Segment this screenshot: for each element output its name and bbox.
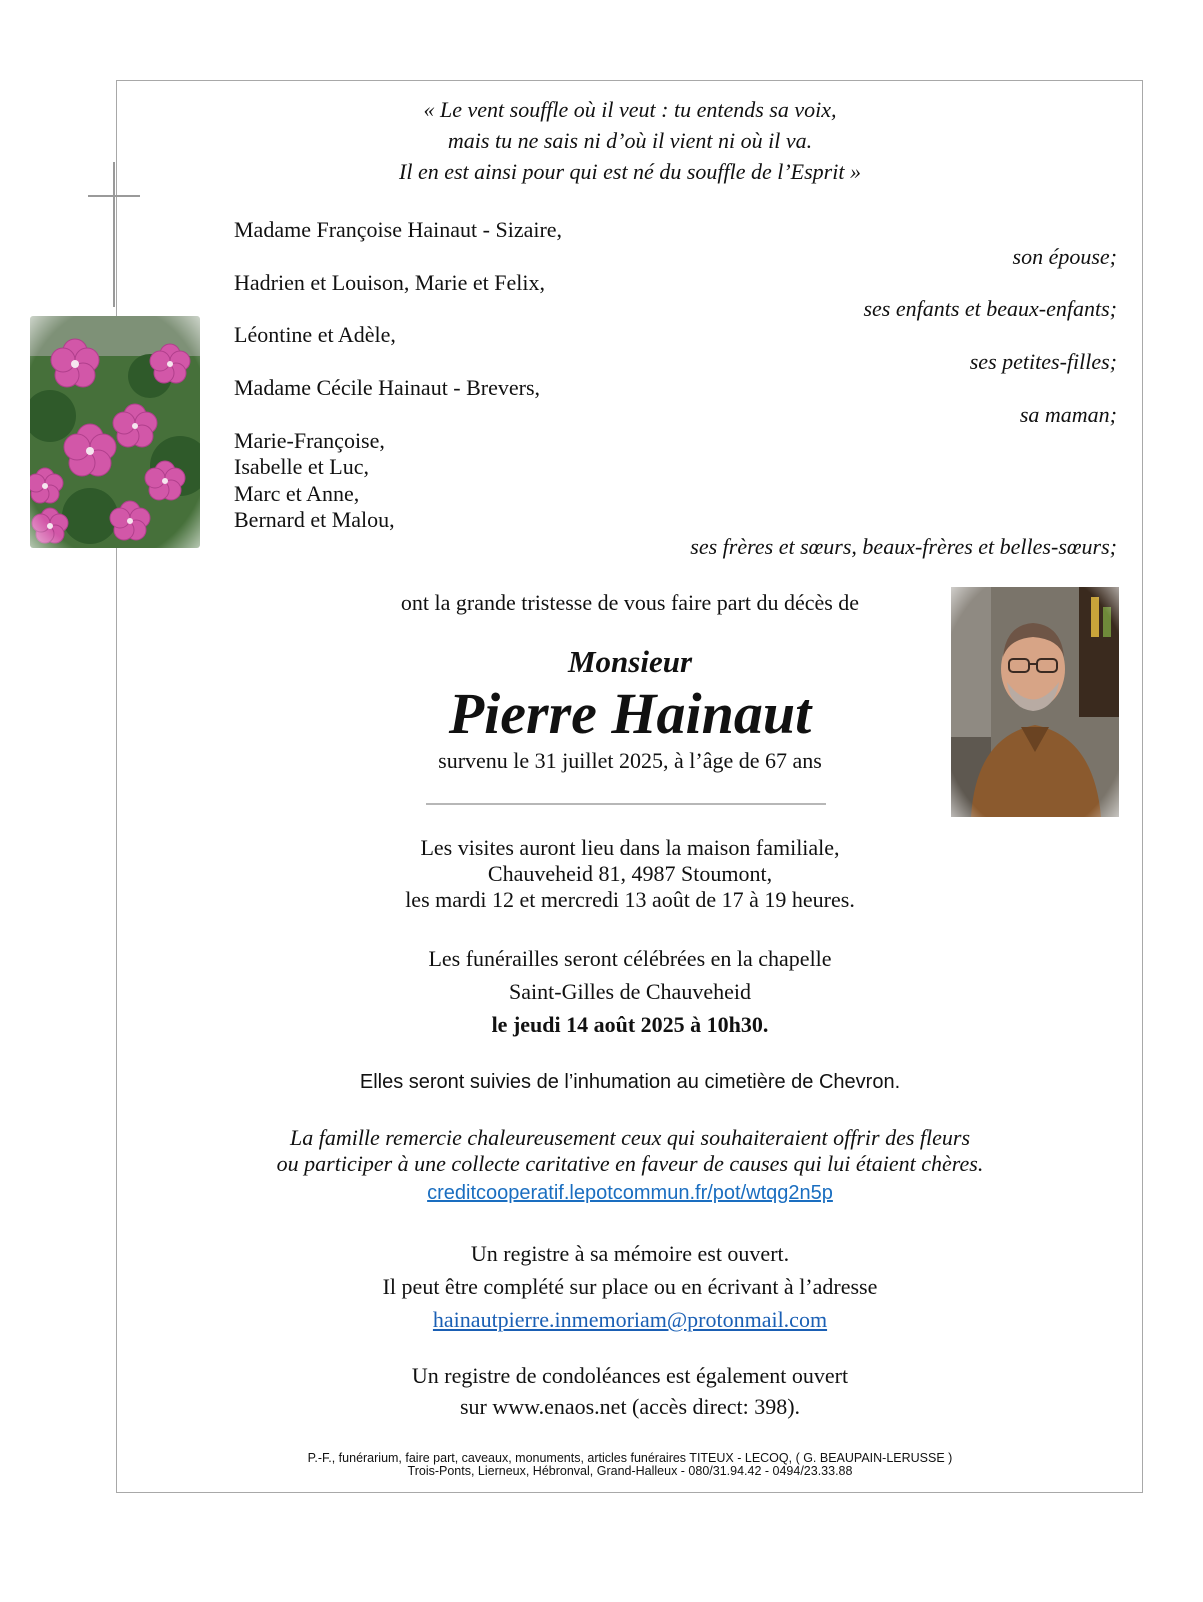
- thanks-line: ou participer à une collecte caritative en faveur de causes qui lui étaient chères.: [276, 1151, 984, 1176]
- registry-info: [180, 1237, 1080, 1336]
- visits-line: Chauveheid 81, 4987 Stoumont,: [487, 861, 773, 886]
- family-relation: sa maman;: [1019, 402, 1117, 427]
- funeral-date: le jeudi 14 août 2025 à 10h30.: [491, 1012, 769, 1037]
- footer-line: P.-F., funérarium, faire part, caveaux, monuments, articles funéraires TITEUX - LECOQ, ( G. BEAUPAIN-LERUSSE ): [307, 1451, 953, 1465]
- thanks-text: [180, 1125, 1080, 1177]
- condolences-line: sur www.enaos.net (accès direct: 398).: [459, 1394, 801, 1419]
- family-name: Hadrien et Louison, Marie et Felix,: [234, 270, 545, 295]
- scripture-quote: [300, 94, 960, 187]
- family-name: Bernard et Malou,: [234, 507, 395, 532]
- family-name: Marc et Anne,: [234, 481, 360, 506]
- family-name: Léontine et Adèle,: [234, 322, 396, 347]
- family-name: Isabelle et Luc,: [234, 454, 369, 479]
- funeral-info: [180, 942, 1080, 1041]
- condolences-info: [180, 1360, 1080, 1422]
- burial-info: Elles seront suivies de l’inhumation au cimetière de Chevron.: [359, 1071, 901, 1093]
- family-relation: ses frères et sœurs, beaux-frères et belles-sœurs;: [690, 534, 1117, 559]
- condolences-line: Un registre de condoléances est également ouvert: [411, 1363, 849, 1388]
- divider: [426, 803, 826, 805]
- family-name: Madame Françoise Hainaut - Sizaire,: [234, 217, 563, 242]
- deceased-title: Monsieur: [567, 644, 693, 679]
- registry-line: Un registre à sa mémoire est ouvert.: [470, 1241, 790, 1266]
- thanks-line: La famille remercie chaleureusement ceux qui souhaiteraient offrir des fleurs: [289, 1125, 971, 1150]
- quote-line: « Le vent souffle où il veut : tu entends sa voix,: [423, 97, 837, 122]
- flowers-photo: [30, 316, 200, 548]
- family-name: Madame Cécile Hainaut - Brevers,: [234, 375, 541, 400]
- registry-email-link[interactable]: hainautpierre.inmemoriam@protonmail.com: [432, 1307, 828, 1332]
- collect-link-row: [180, 1182, 1080, 1205]
- funeral-line: Saint-Gilles de Chauveheid: [509, 979, 751, 1004]
- footer-line: Trois-Ponts, Lierneux, Hébronval, Grand-Halleux - 080/31.94.42 - 0494/23.33.88: [407, 1464, 853, 1478]
- registry-line: Il peut être complété sur place ou en écrivant à l’adresse: [382, 1274, 878, 1299]
- family-relation: son épouse;: [1012, 244, 1117, 269]
- announcement-text: ont la grande tristesse de vous faire part du décès de: [400, 590, 860, 615]
- cross-icon: [113, 162, 115, 307]
- funeral-home-footer: [180, 1452, 1080, 1478]
- visits-line: les mardi 12 et mercredi 13 août de 17 à 19 heures.: [405, 887, 855, 912]
- family-name: Marie-Françoise,: [234, 428, 385, 453]
- quote-line: mais tu ne sais ni d’où il vient ni où il va.: [447, 128, 813, 153]
- quote-line: Il en est ainsi pour qui est né du souffle de l’Esprit »: [399, 159, 861, 184]
- collect-link[interactable]: creditcooperatif.lepotcommun.fr/pot/wtqg2n5p: [427, 1182, 833, 1204]
- family-relation: ses enfants et beaux-enfants;: [863, 296, 1117, 321]
- family-relation: ses petites-filles;: [969, 349, 1117, 374]
- deceased-name: Pierre Hainaut: [448, 681, 812, 746]
- visits-line: Les visites auront lieu dans la maison familiale,: [420, 835, 840, 860]
- death-details: survenu le 31 juillet 2025, à l’âge de 67 ans: [438, 748, 822, 773]
- cross-icon-bar: [88, 195, 140, 197]
- visits-info: [180, 835, 1080, 913]
- funeral-line: Les funérailles seront célébrées en la chapelle: [428, 946, 832, 971]
